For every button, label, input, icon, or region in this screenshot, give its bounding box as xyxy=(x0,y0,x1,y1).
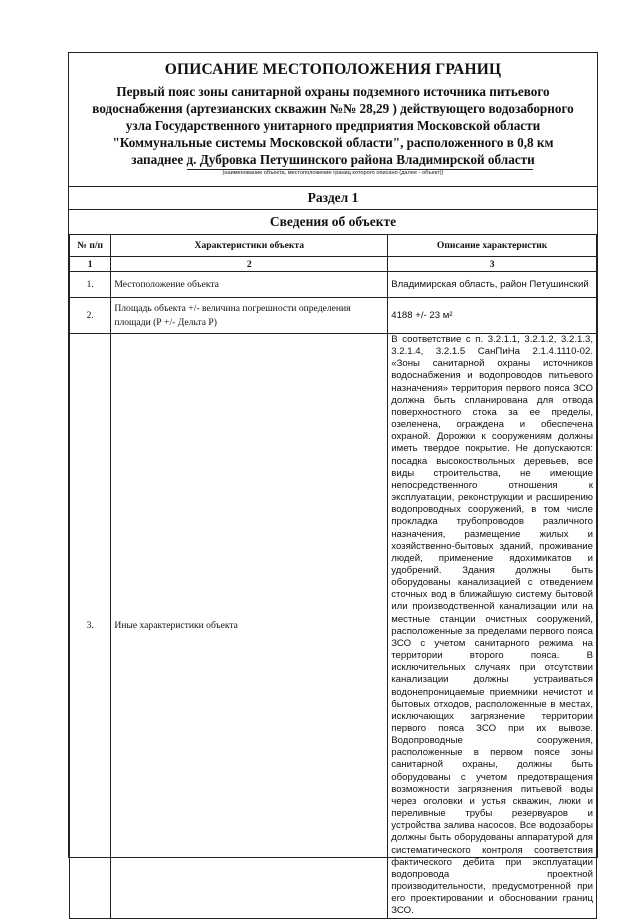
object-name-line: западнее д. Дубровка Петушинского района Владимирской области xyxy=(131,152,535,167)
row-number: 1. xyxy=(70,272,111,298)
object-name-line: "Коммунальные системы Московской области", расположенного в 0,8 км xyxy=(112,135,554,150)
column-number: 2 xyxy=(111,257,388,272)
document-title: ОПИСАНИЕ МЕСТОПОЛОЖЕНИЯ ГРАНИЦ xyxy=(164,61,502,78)
table-header-row xyxy=(70,235,597,257)
row-characteristic: Иные характеристики объекта xyxy=(111,334,388,919)
row-number: 2. xyxy=(70,298,111,334)
table-row xyxy=(70,334,597,919)
row-number: 3. xyxy=(70,334,111,919)
column-number-row xyxy=(70,257,597,272)
row-description: Владимирская область, район Петушинский xyxy=(388,272,597,298)
table-row xyxy=(70,298,597,334)
row-characteristic: Местоположение объекта xyxy=(111,272,388,298)
object-name-caption: (наименование объекта, местоположение границ которого описано (далее - объект)) xyxy=(222,170,444,176)
row-characteristic: Площадь объекта +/- величина погрешности определения площади (Р +/- Дельта Р) xyxy=(111,298,388,334)
column-header: Описание характеристик xyxy=(388,235,597,257)
column-header: № п/п xyxy=(70,235,111,257)
row-description: В соответствие с п. 3.2.1.1, 3.2.1.2, 3.2.1.3, 3.2.1.4, 3.2.1.5 СанПиНа 2.1.4.1110-02. «Зоны санитарной охраны источников водоснабжения и водопроводов питьевого назначения» территория первого пояса ЗСО должна быть спланирована для отвода поверхностного стока за ее пределы, озеленена, ограждена и обеспечена охраной. Дорожки к сооружениям должны иметь твердое покрытие. Не допускаются: посадка высокоствольных деревьев, все виды строительства, не имеющие непосредственного отношения к эксплуатации, реконструкции и расширению водопроводных сооружений, в том числе прокладка трубопроводов различного назначения, размещение жилых и хозяйственно-бытовых зданий, проживание людей, применение ядохимикатов и удобрений. Здания должны быть оборудованы канализацией с отведением сточных вод в ближайшую систему бытовой или производственной канализации или на местные станции очистных сооружений, расположенные за пределами первого пояса ЗСО с учетом санитарного режима на территории второго пояса. В исключительных случаях при отсутствии канализации должны устраиваться водонепроницаемые приемники нечистот и бытовых отходов, расположенные в местах, исключающих загрязнение территории первого пояса ЗСО при их вывозе. Водопроводные сооружения, расположенные в первом поясе зоны санитарной охраны, должны быть оборудованы с учетом предотвращения возможности загрязнения питьевой воды через оголовки и устья скважин, люки и переливные трубы резервуаров и устройства залива насосов. Все водозаборы должны быть оборудованы аппаратурой для систематического контроля соответствия фактического дебита при эксплуатации водопровода проектной производительности, предусмотренной при его проектировании и обосновании границ ЗСО. xyxy=(388,334,597,919)
column-header: Характеристики объекта xyxy=(111,235,388,257)
object-name-line: водоснабжения (артезианских скважин №№ 28,29 ) действующего водозаборного xyxy=(92,101,574,116)
object-name-line: узла Государственного унитарного предприятия Московской области xyxy=(125,118,541,133)
section-subtitle: Сведения об объекте xyxy=(269,214,397,229)
table-row xyxy=(70,272,597,298)
object-info-table xyxy=(69,234,597,919)
document-page xyxy=(68,52,598,917)
section-title: Раздел 1 xyxy=(307,190,359,205)
object-name xyxy=(69,83,597,168)
column-number: 1 xyxy=(70,257,111,272)
row-description: 4188 +/- 23 м² xyxy=(388,298,597,334)
column-number: 3 xyxy=(388,257,597,272)
object-name-line: Первый пояс зоны санитарной охраны подземного источника питьевого xyxy=(116,84,550,99)
